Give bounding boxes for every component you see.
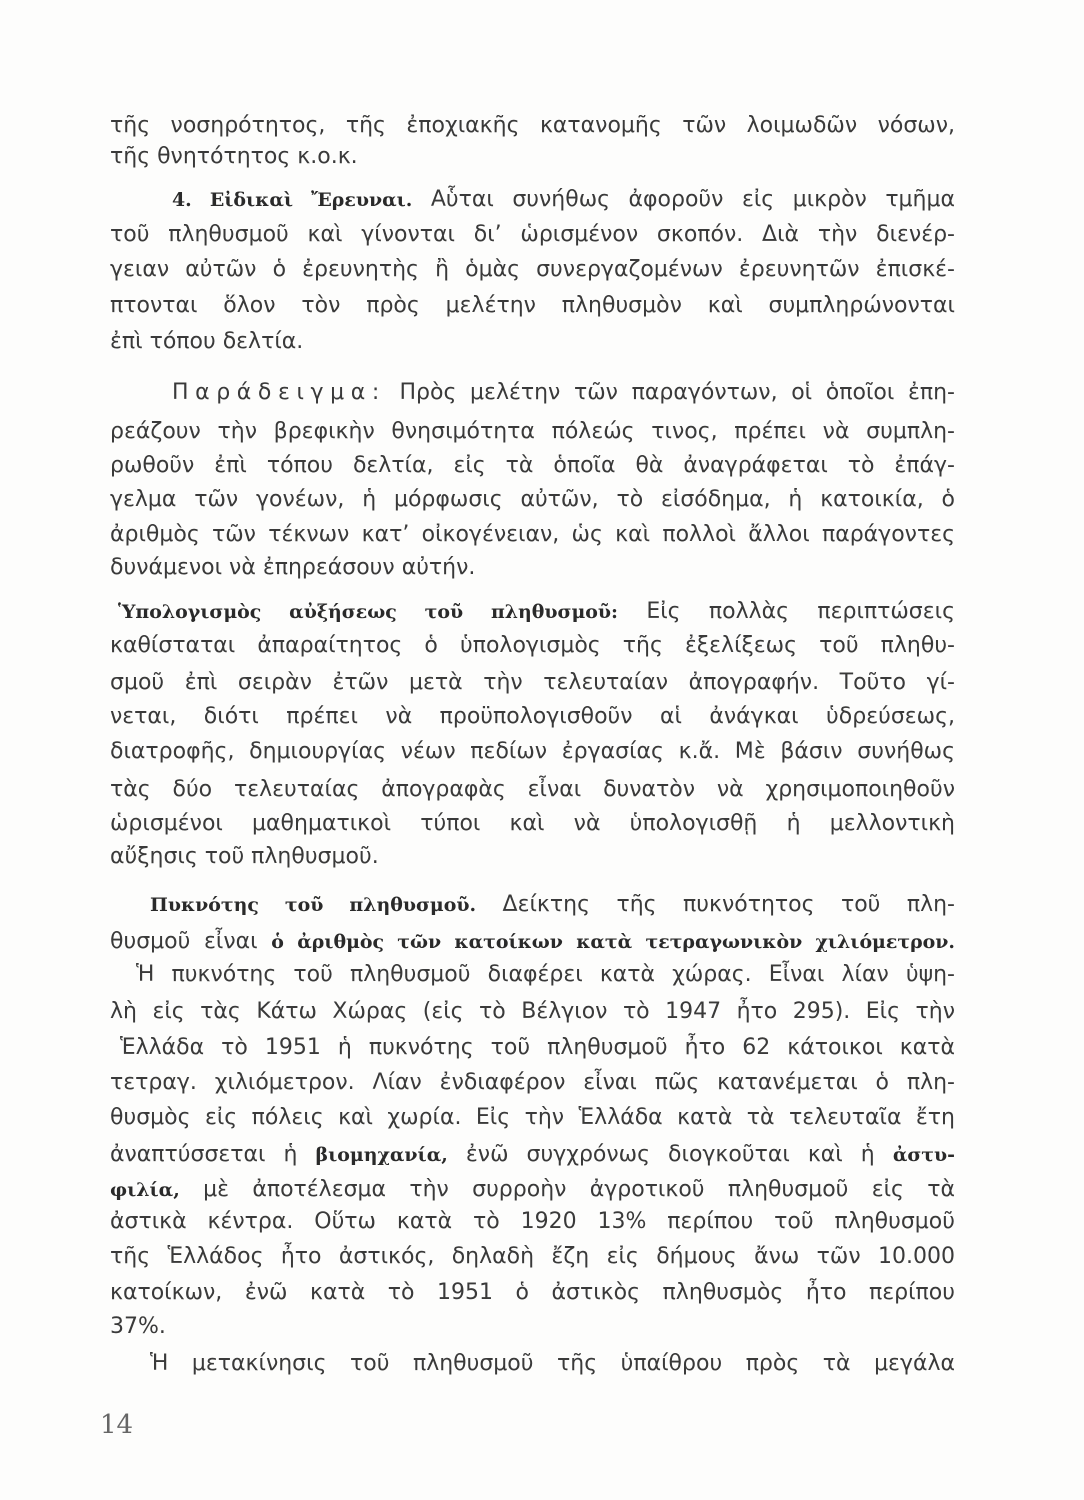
text-line xyxy=(110,327,955,357)
text-line xyxy=(110,890,955,920)
text-run: Πρὸς μελέτην τῶν παραγόντων, οἱ ὁποῖοι ἐπη- xyxy=(399,380,955,405)
text-run: αὔξησις τοῦ πληθυσμοῦ. xyxy=(110,844,379,869)
text-line xyxy=(110,1140,955,1170)
text-run: πτονται ὅλον τὸν πρὸς μελέτην πληθυσμὸν καὶ συμπληρώνονται xyxy=(110,293,955,318)
example-label: Παράδειγμα: xyxy=(172,380,386,405)
text-run: ἀναπτύσσεται ἡ xyxy=(110,1142,298,1167)
text-run: Ἡ μετακίνησις τοῦ πληθυσμοῦ τῆς ὑπαίθρου πρὸς τὰ μεγάλα xyxy=(150,1351,955,1376)
bold-term: βιομηχανία, xyxy=(315,1144,448,1166)
text-line xyxy=(110,451,955,481)
bold-term: ἀστυ- xyxy=(892,1144,955,1166)
text-run: Ἡ πυκνότης τοῦ πληθυσμοῦ διαφέρει κατὰ χώρας. Εἶναι λίαν ὑψη- xyxy=(136,962,955,987)
text-line xyxy=(110,631,955,661)
page-number: 14 xyxy=(100,1410,134,1440)
text-run: ὡρισμένοι μαθηματικοὶ τύποι καὶ νὰ ὑπολογισθῇ ἡ μελλοντικὴ xyxy=(110,811,955,836)
text-line xyxy=(110,1207,955,1237)
text-line xyxy=(110,1242,955,1272)
text-run: ἐπὶ τόπου δελτία. xyxy=(110,329,304,354)
text-run: 37%. xyxy=(110,1314,166,1339)
text-run: Εἰς πολλὰς περιπτώσεις xyxy=(646,599,955,624)
text-run: λὴ εἰς τὰς Κάτω Χώρας (εἰς τὸ Βέλγιον τὸ 1947 ἦτο 295). Εἰς τὴν xyxy=(110,999,955,1024)
text-run: θυσμοῦ εἶναι xyxy=(110,929,258,954)
text-line xyxy=(110,378,955,408)
text-line xyxy=(110,291,955,321)
text-run: γειαν αὐτῶν ὁ ἐρευνητὴς ἢ ὁμὰς συνεργαζομένων ἐρευνητῶν ἐπισκέ- xyxy=(110,257,955,282)
text-run: ρωθοῦν ἐπὶ τόπου δελτία, εἰς τὰ ὁποῖα θὰ ἀναγράφεται τὸ ἐπάγ- xyxy=(110,453,955,478)
text-line xyxy=(110,668,955,698)
text-run: τῆς Ἑλλάδος ἦτο ἀστικός, δηλαδὴ ἔζη εἰς δήμους ἄνω τῶν 10.000 xyxy=(110,1244,955,1269)
bold-term: φιλία, xyxy=(110,1179,180,1201)
text-run: ἐνῶ συγχρόνως διογκοῦται καὶ ἡ xyxy=(465,1142,875,1167)
text-run: γελμα τῶν γονέων, ἡ μόρφωσις αὐτῶν, τὸ εἰσόδημα, ἡ κατοικία, ὁ xyxy=(110,487,955,512)
text-line xyxy=(110,1033,955,1063)
text-line xyxy=(110,520,955,550)
text-line xyxy=(110,220,955,250)
text-line xyxy=(110,997,955,1027)
text-run: ἀριθμὸς τῶν τέκνων κατ’ οἰκογένειαν, ὡς καὶ πολλοὶ ἄλλοι παράγοντες xyxy=(110,522,955,547)
text-run: τοῦ πληθυσμοῦ καὶ γίνονται δι’ ὡρισμένον σκοπόν. Διὰ τὴν διενέρ- xyxy=(110,222,955,247)
text-run: μὲ ἀποτέλεσμα τὴν συρροὴν ἀγροτικοῦ πληθυσμοῦ εἰς τὰ xyxy=(203,1177,956,1202)
text-line xyxy=(110,1312,955,1342)
text-line xyxy=(110,255,955,285)
text-line xyxy=(110,1278,955,1308)
text-run: τῆς νοσηρότητος, τῆς ἐποχιακῆς κατανομῆς τῶν λοιμωδῶν νόσων, xyxy=(110,113,955,138)
text-line xyxy=(110,142,955,172)
text-run: τὰς δύο τελευταίας ἀπογραφὰς εἶναι δυνατὸν νὰ χρησιμοποιηθοῦν xyxy=(110,777,955,802)
text-line xyxy=(110,1103,955,1133)
text-run: θυσμὸς εἰς πόλεις καὶ χωρία. Εἰς τὴν Ἑλλάδα κατὰ τὰ τελευταῖα ἔτη xyxy=(110,1105,955,1130)
text-run: τῆς θνητότητος κ.ο.κ. xyxy=(110,144,358,169)
text-line xyxy=(110,1175,955,1205)
text-line xyxy=(110,775,955,805)
text-run: διατροφῆς, δημιουργίας νέων πεδίων ἐργασίας κ.ἄ. Μὲ βάσιν συνήθως xyxy=(110,739,955,764)
text-run: Ἑλλάδα τὸ 1951 ἡ πυκνότης τοῦ πληθυσμοῦ ἦτο 62 κάτοικοι κατὰ xyxy=(120,1035,955,1060)
text-line xyxy=(110,111,955,141)
section-heading: Ὑπολογισμὸς αὐξήσεως τοῦ πληθυσμοῦ: xyxy=(118,601,619,623)
text-line xyxy=(110,809,955,839)
text-run: Αὗται συνήθως ἀφοροῦν εἰς μικρὸν τμῆμα xyxy=(430,187,955,212)
text-line xyxy=(110,417,955,447)
text-line xyxy=(110,185,955,215)
text-line xyxy=(110,597,955,627)
text-line xyxy=(110,485,955,515)
text-line xyxy=(110,737,955,767)
text-run: ρεάζουν τὴν βρεφικὴν θνησιμότητα πόλεώς τινος, πρέπει νὰ συμπλη- xyxy=(110,419,955,444)
text-line xyxy=(110,927,955,957)
text-line xyxy=(110,1349,955,1379)
section-heading: Πυκνότης τοῦ πληθυσμοῦ. xyxy=(150,894,477,916)
text-run: δυνάμενοι νὰ ἐπηρεάσουν αὐτήν. xyxy=(110,555,476,580)
bold-term: ὁ ἀριθμὸς τῶν κατοίκων κατὰ τετραγωνικὸν χιλιόμετρον. xyxy=(271,931,955,953)
text-line xyxy=(110,553,955,583)
text-run: Δείκτης τῆς πυκνότητος τοῦ πλη- xyxy=(502,892,955,917)
text-line xyxy=(110,842,955,872)
text-run: σμοῦ ἐπὶ σειρὰν ἐτῶν μετὰ τὴν τελευταίαν ἀπογραφήν. Τοῦτο γί- xyxy=(110,670,955,695)
text-line xyxy=(110,1068,955,1098)
text-run: ἀστικὰ κέντρα. Οὕτω κατὰ τὸ 1920 13% περίπου τοῦ πληθυσμοῦ xyxy=(110,1209,955,1234)
text-run: καθίσταται ἀπαραίτητος ὁ ὑπολογισμὸς τῆς ἐξελίξεως τοῦ πληθυ- xyxy=(110,633,955,658)
text-run: τετραγ. χιλιόμετρον. Λίαν ἐνδιαφέρον εἶναι πῶς κατανέμεται ὁ πλη- xyxy=(110,1070,955,1095)
text-line xyxy=(110,960,955,990)
text-line xyxy=(110,702,955,732)
text-run: νεται, διότι πρέπει νὰ προϋπολογισθοῦν αἱ ἀνάγκαι ὑδρεύσεως, xyxy=(110,704,955,729)
section-heading: 4. Εἰδικαὶ Ἔρευναι. xyxy=(172,189,413,211)
text-run: κατοίκων, ἐνῶ κατὰ τὸ 1951 ὁ ἀστικὸς πληθυσμὸς ἦτο περίπου xyxy=(110,1280,955,1305)
